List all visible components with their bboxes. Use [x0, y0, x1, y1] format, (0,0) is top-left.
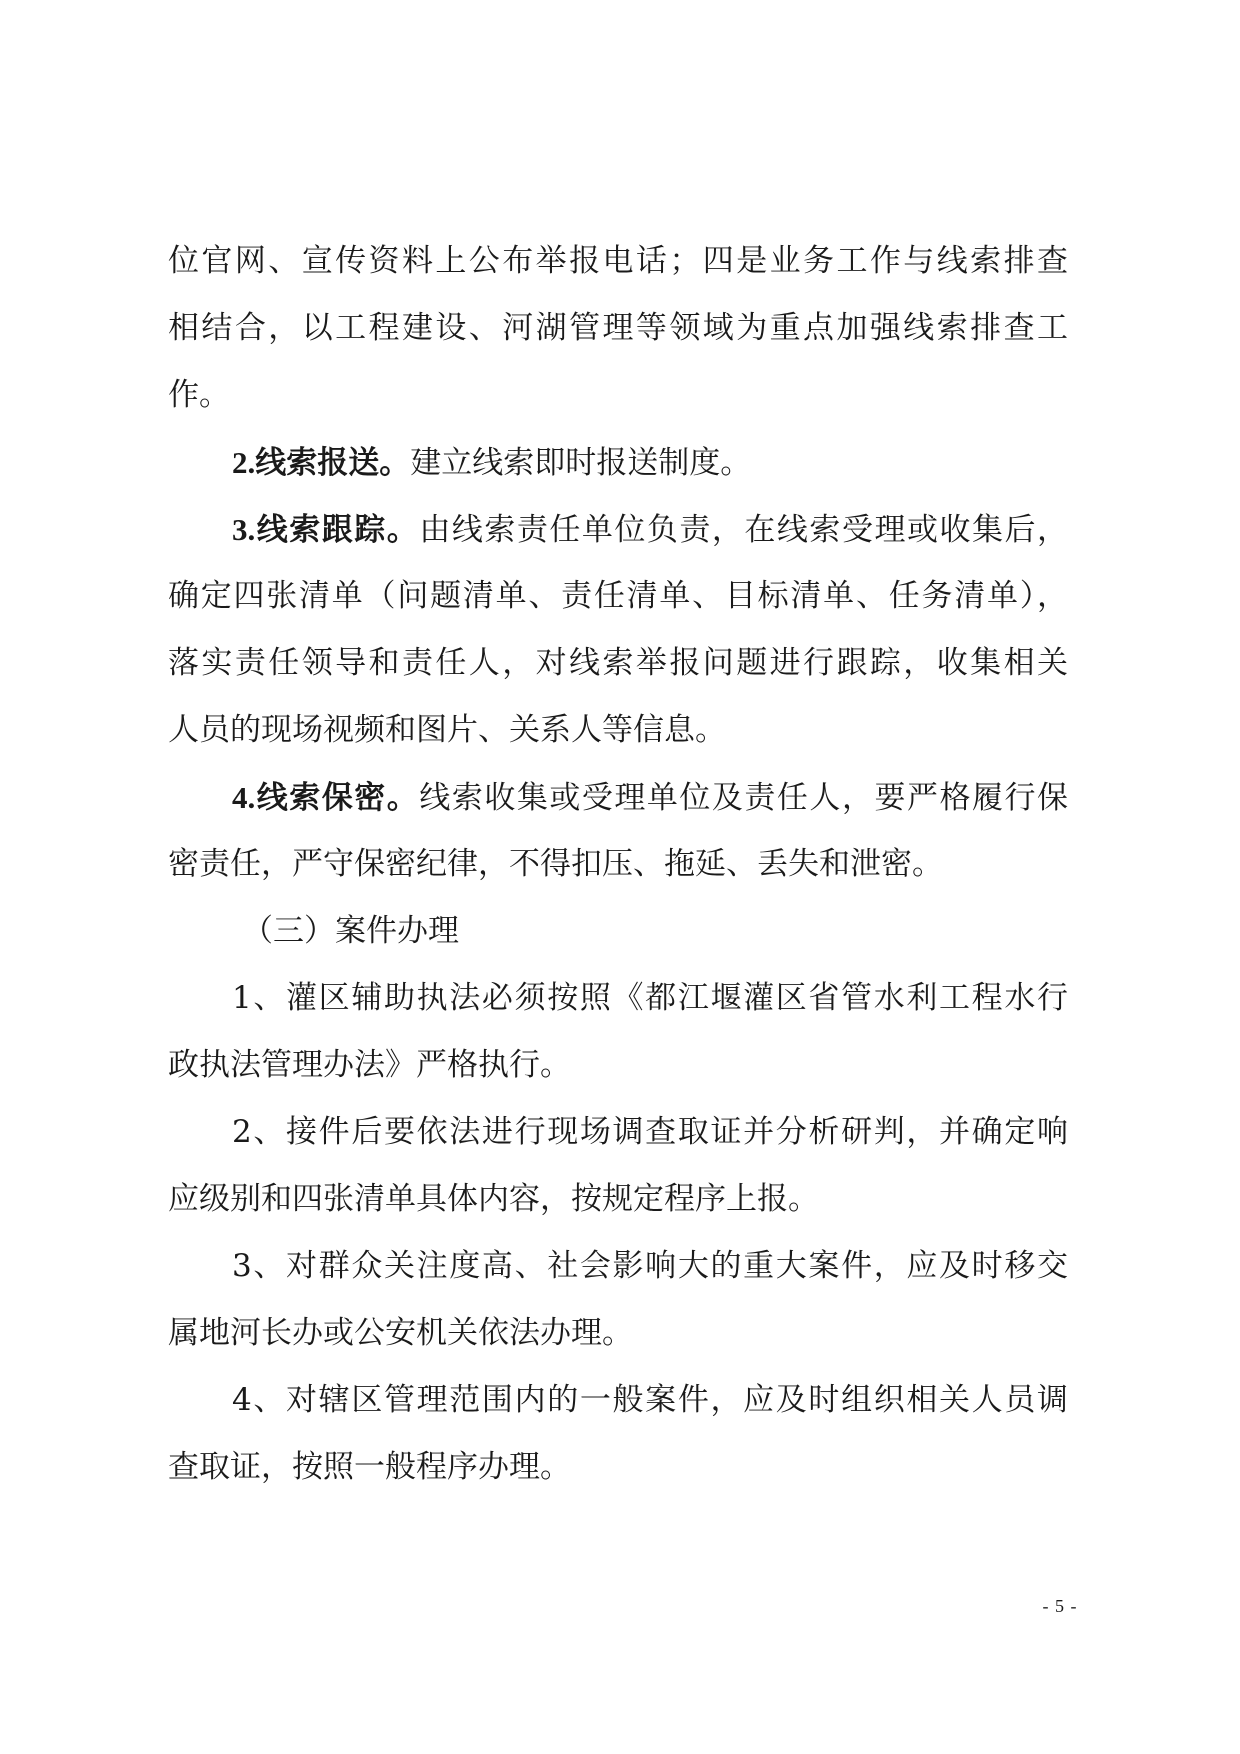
paragraph-lead: 3.线索跟踪。 — [232, 512, 420, 547]
paragraph-clue-tracking — [168, 496, 1068, 764]
paragraph-line: 查取证，按照一般程序办理。 — [168, 1449, 571, 1485]
paragraph-text: 线索收集或受理单位及责任人，要严格履行保 — [419, 780, 1068, 816]
paragraph-text: 由线索责任单位负责，在线索受理或收集后， — [419, 512, 1068, 548]
paragraph-line: 2、接件后要依法进行现场调查取证并分析研判，并确定响 — [232, 1114, 1068, 1150]
paragraph-line: 落实责任领导和责任人，对线索举报问题进行跟踪，收集相关 — [168, 645, 1068, 681]
paragraph-line: 4、对辖区管理范围内的一般案件，应及时组织相关人员调 — [232, 1382, 1068, 1418]
paragraph-continuation — [168, 228, 1068, 429]
paragraph-line: 政执法管理办法》严格执行。 — [168, 1047, 571, 1083]
paragraph-line: 属地河长办或公安机关依法办理。 — [168, 1315, 633, 1351]
paragraph-line: 1、灌区辅助执法必须按照《都江堰灌区省管水利工程水行 — [232, 980, 1068, 1016]
paragraph-line: 密责任，严守保密纪律，不得扣压、拖延、丢失和泄密。 — [168, 846, 943, 882]
list-item — [168, 1099, 1068, 1233]
paragraph-line — [168, 496, 1068, 563]
paragraph-line — [168, 429, 1068, 496]
paragraph-lead: 4.线索保密。 — [232, 780, 420, 815]
section-heading: （三）案件办理 — [242, 913, 459, 949]
list-item — [168, 965, 1068, 1099]
page-number: - 5 - — [1042, 1596, 1078, 1616]
paragraph-clue-confidentiality — [168, 764, 1068, 898]
paragraph-text: 建立线索即时报送制度。 — [410, 445, 752, 481]
paragraph-line: 人员的现场视频和图片、关系人等信息。 — [168, 712, 726, 748]
paragraph-line: 3、对群众关注度高、社会影响大的重大案件，应及时移交 — [232, 1248, 1068, 1284]
document-body — [168, 228, 1068, 1501]
paragraph-lead: 2.线索报送。 — [232, 445, 411, 480]
list-item — [168, 1367, 1068, 1501]
paragraph-line: 位官网、宣传资料上公布举报电话；四是业务工作与线索排查 — [168, 243, 1068, 279]
paragraph-line: 应级别和四张清单具体内容，按规定程序上报。 — [168, 1181, 819, 1217]
paragraph-line: 相结合，以工程建设、河湖管理等领域为重点加强线索排查工 — [168, 310, 1068, 346]
paragraph-line — [168, 764, 1068, 831]
paragraph-line: 作。 — [168, 377, 230, 413]
list-item — [168, 1233, 1068, 1367]
paragraph-clue-reporting — [168, 429, 1068, 496]
paragraph-line: 确定四张清单（问题清单、责任清单、目标清单、任务清单）， — [168, 578, 1068, 614]
